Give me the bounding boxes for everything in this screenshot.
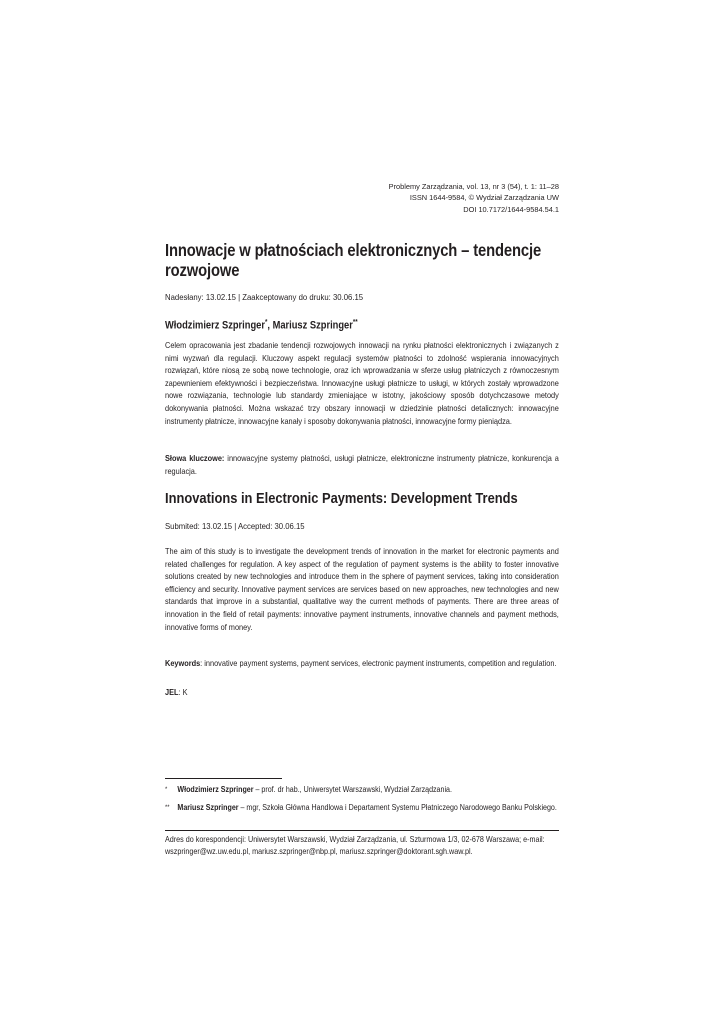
footnote-divider [165,778,282,779]
keywords-polish-label: Słowa kluczowe: [165,453,225,463]
abstract-english-text: The aim of this study is to investigate the development trends of innovation in the market for electronic payments and related challenges for regulation. A key aspect of the regulation of payment systems is the ability to foster innovative solutions created by new technologies and introduce them in the sphere of payment services, taking into consideration efficiency and security. Innovative payment services are services based on new approaches, new technologies and new standards that improve in a substantial, qualitative way the current methods of payments. There are three areas of innovation in the field of retail payments: innovative payment instruments, innovative channels and payment methods, innovative forms of money. [165,546,559,632]
footnote-2 [165,802,559,814]
jel-code [165,686,559,699]
footnote-1-mark: * [165,786,168,793]
abstract-polish [165,339,559,427]
jel-label: JEL [165,687,179,697]
journal-issn: ISSN 1644-9584, © Wydział Zarządzania UW [409,193,559,203]
author-separator: , [267,319,273,332]
authors [165,316,358,333]
address-divider [165,830,559,831]
correspondence-address-text: Adres do korespondencji: Uniwersytet Warszawski, Wydział Zarządzania, ul. Szturmowa 1/3, 02-678 Warszawa; e-mail: wszpringer@wz.uw.edu.pl, mariusz.szpringer@nbp.pl, mariusz.szpringer@doktorant.sgh.waw.pl. [165,835,545,857]
title-polish: Innowacje w płatnościach elektronicznych – tendencje rozwojowe [165,240,542,280]
keywords-english-label: Keywords [165,658,201,668]
keywords-english [165,657,559,670]
keywords-polish [165,452,559,477]
footnote-1 [165,784,559,796]
dates-english: Submited: 13.02.15 | Accepted: 30.06.15 [165,521,305,531]
jel-text: : K [178,687,188,697]
keywords-english-text: : innovative payment systems, payment services, electronic payment instruments, competition and regulation. [200,658,557,668]
footnote-1-name: Włodzimierz Szpringer [177,785,254,794]
author-1: Włodzimierz Szpringer [165,319,265,332]
author-1-mark: * [264,319,268,326]
abstract-english [165,545,559,633]
journal-header [259,181,559,215]
footnote-2-mark: ** [165,804,170,811]
journal-doi: DOI 10.7172/1644-9584.54.1 [463,204,559,214]
abstract-polish-text: Celem opracowania jest zbadanie tendencji rozwojowych innowacji na rynku płatności elektronicznych i związanych z nimi wyzwań dla regulacji. Kluczowy aspekt regulacji systemów płatności to zdolność wspierania innowacyjnych rozwiązań, które niosą ze sobą nowe technologie, oraz ich wprowadzania w sferze usług płatniczych z równoczesnym zapewnieniem efektywności i bezpieczeństwa. Innowacyjne usługi płatnicze to usługi, w których zostały wprowadzone nowe rozwiązania, technologie lub standardy zmieniające w istotny, jakościowy sposób dotychczasowe metody dokonywania płatności. Można wskazać trzy obszary innowacji w dziedzinie płatności detalicznych: innowacyjne instrumenty płatnicze, innowacyjne kanały i sposoby dokonywania płatności, innowacyjne formy pieniądza. [165,340,559,426]
title-english: Innovations in Electronic Payments: Development Trends [165,490,518,507]
dates-polish: Nadesłany: 13.02.15 | Zaakceptowany do druku: 30.06.15 [165,292,364,302]
footnote-2-text: – mgr, Szkoła Główna Handlowa i Departament Systemu Płatniczego Narodowego Banku Polskiego. [238,803,557,812]
journal-citation: Problemy Zarządzania, vol. 13, nr 3 (54), t. 1: 11–28 [388,182,559,191]
author-2-mark: ** [352,319,358,326]
correspondence-address [165,834,559,859]
footnote-1-text: – prof. dr hab., Uniwersytet Warszawski, Wydział Zarządzania. [253,785,452,794]
author-2: Mariusz Szpringer [272,319,353,332]
footnote-2-name: Mariusz Szpringer [177,803,239,812]
keywords-polish-text: innowacyjne systemy płatności, usługi płatnicze, elektroniczne instrumenty płatnicze, konkurencja a regulacja. [165,453,559,476]
